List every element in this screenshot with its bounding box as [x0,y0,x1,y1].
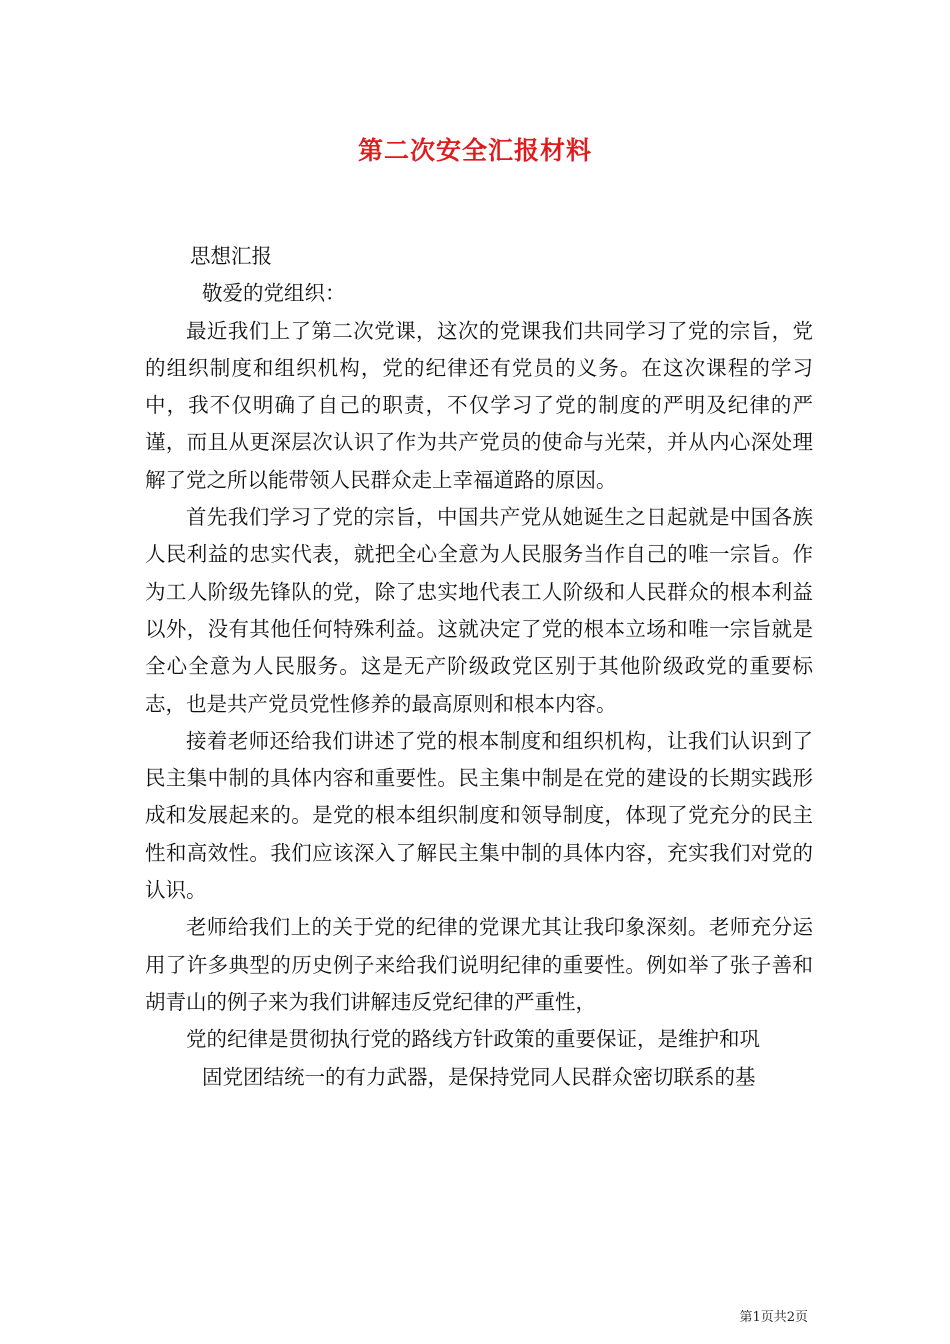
page-title: 第二次安全汇报材料 [357,136,592,165]
report-heading: 思想汇报 [190,244,272,268]
paragraph: 最近我们上了第二次党课，这次的党课我们共同学习了党的宗旨，党的组织制度和组织机构，党的纪律还有党员的义务。在这次课程的学习中，我不仅明确了自己的职责，不仅学习了党的制度的严明及纪律的严谨，而且从更深层次认识了作为共产党员的使命与光荣，并从内心深处理解了党之所以能带领人民群众走上幸福道路的原因。 [145,318,813,492]
salutation: 敬爱的党组织： [202,281,346,306]
paragraph: 老师给我们上的关于党的纪律的党课尤其让我印象深刻。老师充分运用了许多典型的历史例子来给我们说明纪律的重要性。例如举了张子善和胡青山的例子来为我们讲解违反党纪律的严重性， [145,915,813,1014]
document-body [145,238,813,1096]
page-number: 第1页共2页 [739,1310,808,1325]
paragraph-continuation: 固党团结统一的有力武器，是保持党同人民群众密切联系的基 [202,1064,756,1089]
paragraph: 党的纪律是贯彻执行党的路线方针政策的重要保证，是维护和巩 [186,1027,760,1052]
paragraph: 首先我们学习了党的宗旨，中国共产党从她诞生之日起就是中国各族人民利益的忠实代表，就把全心全意为人民服务当作自己的唯一宗旨。作为工人阶级先锋队的党，除了忠实地代表工人阶级和人民群众的根本利益以外，没有其他任何特殊利益。这就决定了党的根本立场和唯一宗旨就是全心全意为人民服务。这是无产阶级政党区别于其他阶级政党的重要标志，也是共产党员党性修养的最高原则和根本内容。 [145,505,813,716]
paragraph: 接着老师还给我们讲述了党的根本制度和组织机构，让我们认识到了民主集中制的具体内容和重要性。民主集中制是在党的建设的长期实践形成和发展起来的。是党的根本组织制度和领导制度，体现了党充分的民主性和高效性。我们应该深入了解民主集中制的具体内容，充实我们对党的认识。 [145,728,813,903]
